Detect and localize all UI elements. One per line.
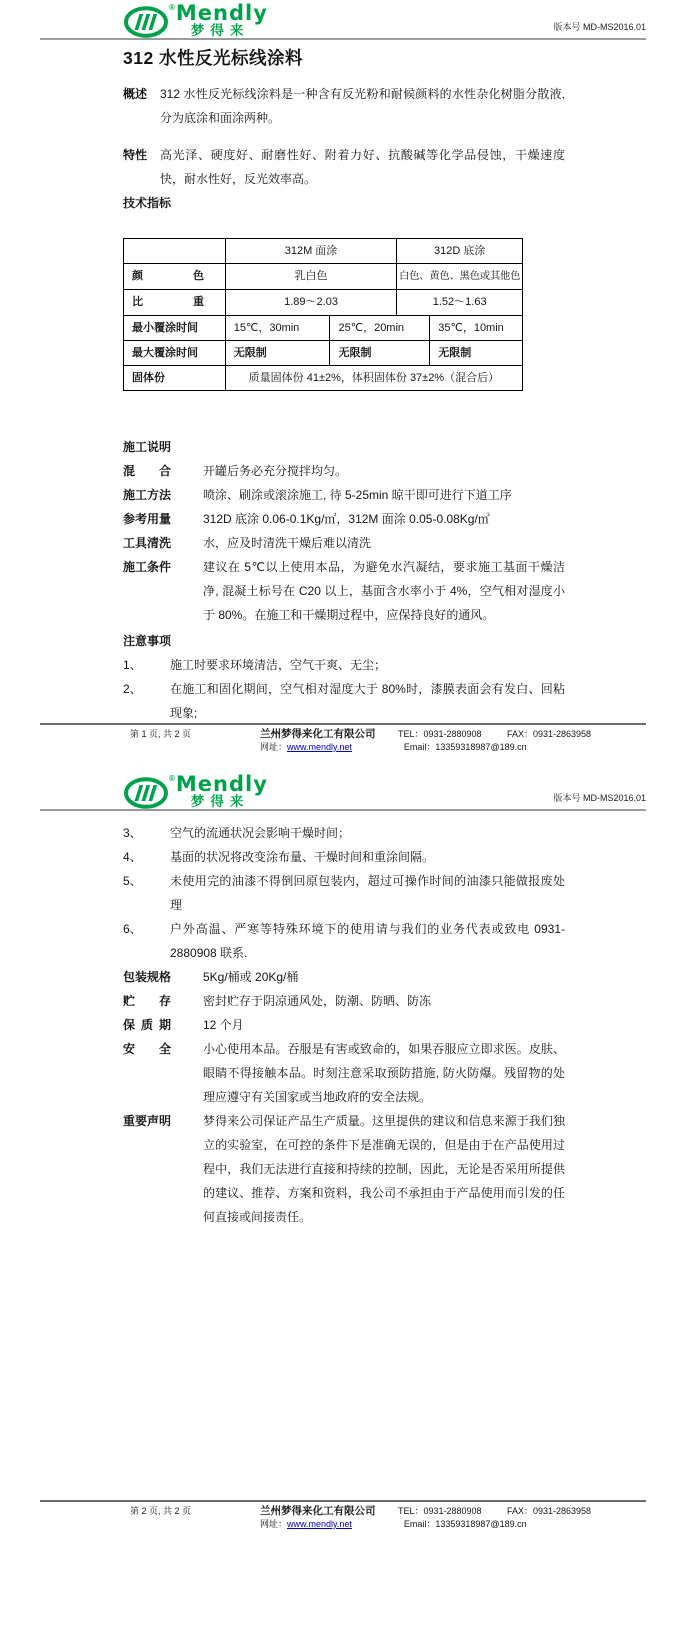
mendly-logo [124, 772, 268, 809]
website-link[interactable]: www.mendly.net [287, 1519, 352, 1529]
row-label-min-recoat: 最小覆涂时间 [124, 316, 226, 341]
page2-footer [40, 1500, 646, 1530]
company-name: 兰州梦得来化工有限公司 [260, 1505, 376, 1517]
brand-wordmark [175, 1, 268, 38]
item-label: 重要声明 [123, 1114, 172, 1128]
features-text: 高光泽、硬度好、耐磨性好、附着力好、抗酸碱等化学品侵蚀，干燥速度快，耐水性好，反光效率高。 [160, 148, 565, 186]
page-number: 第 1 页, 共 2 页 [130, 729, 192, 739]
item-label: 安 全 [123, 1042, 171, 1056]
page1-content [123, 47, 565, 725]
cell-max-recoat-3: 无限制 [430, 341, 523, 366]
brand-name-en: Mendly [175, 1, 268, 25]
note-text: 户外高温、严寒等特殊环境下的使用请与我们的业务代表或致电 0931-2880908 联系. [170, 922, 565, 960]
item-label: 施工方法 [123, 488, 172, 502]
note-number: 2、 [123, 682, 142, 696]
info-item-packaging [123, 965, 565, 989]
row-label-max-recoat: 最大覆涂时间 [124, 341, 226, 366]
item-text: 建议在 5℃以上使用本品，为避免水汽凝结，要求施工基面干燥洁净, 混凝土标号在 C20 以上，基面含水率小于 4%，空气相对湿度小于 80%。在施工和干燥期过程中，应保持良好的通风。 [203, 560, 565, 622]
row-label-gravity: 比 重 [124, 290, 226, 316]
brand-name-en: Mendly [175, 772, 268, 796]
page-title: 312 水性反光标线涂料 [123, 48, 304, 68]
table-cell-empty [124, 239, 226, 264]
table-row-min-recoat [124, 316, 523, 341]
cell-gravity-312d: 1.52～1.63 [397, 290, 523, 316]
mendly-logo-icon [124, 6, 168, 38]
table-col-312m: 312M 面涂 [226, 239, 398, 264]
overview-text: 312 水性反光标线涂料是一种含有反光粉和耐候颜料的水性杂化树脂分散液, 分为底涂和面涂两种。 [160, 87, 565, 125]
page1-footer [40, 723, 646, 753]
item-text: 12 个月 [203, 1018, 244, 1032]
email-address: Email：13359318987@189.cn [403, 1519, 527, 1529]
table-row-color [124, 264, 523, 290]
table-row-max-recoat [124, 341, 523, 366]
item-text: 梦得来公司保证产品生产质量。这里提供的建议和信息来源于我们独立的实验室，在可控的条件下是准确无误的，但是由于在产品使用过程中，我们无法进行直接和持续的控制，因此，无论是否采用所提供的建议、推荐、方案和资料，我公司不承担由于产品使用而引发的任何直接或间接责任。 [203, 1114, 565, 1224]
company-name: 兰州梦得来化工有限公司 [260, 728, 376, 740]
note-item-3 [123, 821, 565, 845]
item-text: 312D 底涂 0.06-0.1Kg/㎡，312M 面涂 0.05-0.08Kg/㎡ [203, 512, 490, 526]
page-number: 第 2 页, 共 2 页 [130, 1506, 192, 1516]
brand-wordmark [175, 772, 268, 809]
item-text: 开罐后务必充分搅拌均匀。 [203, 464, 348, 478]
cell-max-recoat-2: 无限制 [330, 341, 430, 366]
tech-specs-heading: 技术指标 [123, 196, 172, 210]
version-label: 版本号 MD-MS2016.01 [553, 22, 646, 32]
info-item-shelf-life [123, 1013, 565, 1037]
website-link[interactable]: www.mendly.net [287, 742, 352, 752]
cell-solids-value: 质量固体份 41±2%，体积固体份 37±2%（混合后） [226, 366, 523, 391]
datasheet-page-1 [0, 0, 687, 765]
mendly-logo-icon [124, 777, 168, 809]
cell-color-312d: 白色、黄色、黑色或其他色 [397, 264, 523, 290]
note-number: 6、 [123, 922, 142, 936]
construction-item-conditions [123, 555, 565, 627]
registered-trademark-icon: ® [169, 3, 175, 12]
item-text: 水，应及时清洗干燥后难以清洗 [203, 536, 372, 550]
tech-specs-table [123, 238, 523, 391]
item-label: 贮 存 [123, 994, 171, 1008]
table-row-solids [124, 366, 523, 391]
notes-heading: 注意事项 [123, 634, 172, 648]
table-row-header [124, 239, 523, 264]
info-item-disclaimer [123, 1109, 565, 1229]
note-number: 5、 [123, 874, 142, 888]
datasheet-page-2 [0, 768, 687, 1641]
row-label-solids: 固体份 [124, 366, 226, 391]
brand-name-cn: 梦得来 [190, 23, 250, 38]
note-item-6 [123, 917, 565, 965]
note-text: 基面的状况将改变涂布量、干燥时间和重涂间隔。 [170, 850, 435, 864]
note-item-5 [123, 869, 565, 917]
construction-heading: 施工说明 [123, 440, 172, 454]
fax-number: FAX：0931-2863958 [507, 729, 592, 739]
tel-number: TEL：0931-2880908 [398, 1506, 482, 1516]
item-label: 包装规格 [123, 970, 172, 984]
info-item-safety [123, 1037, 565, 1109]
fax-number: FAX：0931-2863958 [507, 1506, 592, 1516]
note-number: 1、 [123, 658, 142, 672]
website-field: 网址：www.mendly.net [260, 742, 352, 752]
tel-number: TEL：0931-2880908 [398, 729, 482, 739]
note-item-1 [123, 653, 565, 677]
note-text: 未使用完的油漆不得倒回原包装内，超过可操作时间的油漆只能做报废处理 [170, 874, 565, 912]
item-text: 5Kg/桶或 20Kg/桶 [203, 970, 299, 984]
cell-gravity-312m: 1.89～2.03 [226, 290, 398, 316]
website-field: 网址：www.mendly.net [260, 1519, 352, 1529]
features-label: 特性 [123, 148, 148, 162]
note-text: 在施工和固化期间，空气相对湿度大于 80%时，漆膜表面会有发白、回粘现象; [170, 682, 565, 720]
email-address: Email：13359318987@189.cn [403, 742, 527, 752]
note-text: 空气的流通状况会影响干燥时间； [170, 826, 351, 840]
construction-item-dosage [123, 507, 565, 531]
item-label: 保 质 期 [123, 1018, 171, 1032]
item-text: 喷涂、刷涂或滚涂施工, 待 5-25min 晾干即可进行下道工序 [203, 488, 512, 502]
cell-min-recoat-15c: 15℃，30min [226, 316, 331, 341]
note-number: 3、 [123, 826, 142, 840]
features-section [123, 143, 565, 191]
item-label: 施工条件 [123, 560, 172, 574]
table-row-gravity [124, 290, 523, 316]
note-item-2 [123, 677, 565, 725]
mendly-logo [124, 1, 268, 38]
page2-header [40, 768, 646, 811]
construction-item-method [123, 483, 565, 507]
brand-name-cn: 梦得来 [190, 794, 250, 809]
info-item-storage [123, 989, 565, 1013]
cell-min-recoat-25c: 25℃，20min [330, 316, 430, 341]
cell-min-recoat-35c: 35℃，10min [430, 316, 523, 341]
overview-label: 概述 [123, 87, 148, 101]
table-col-312d: 312D 底涂 [397, 239, 523, 264]
version-label: 版本号 MD-MS2016.01 [553, 793, 646, 803]
item-label: 参考用量 [123, 512, 172, 526]
cell-max-recoat-1: 无限制 [226, 341, 331, 366]
page2-content [123, 821, 565, 1229]
overview-section [123, 82, 565, 130]
row-label-color: 颜 色 [124, 264, 226, 290]
note-number: 4、 [123, 850, 142, 864]
cell-color-312m: 乳白色 [226, 264, 398, 290]
item-text: 小心使用本品。吞服是有害或致命的，如果吞服应立即求医。皮肤、眼睛不得接触本品。时刻注意采取预防措施, 防火防爆。残留物的处理应遵守有关国家或当地政府的安全法规。 [203, 1042, 565, 1104]
note-item-4 [123, 845, 565, 869]
construction-item-cleaning [123, 531, 565, 555]
item-label: 工具清洗 [123, 536, 172, 550]
registered-trademark-icon: ® [169, 774, 175, 783]
item-text: 密封贮存于阴凉通风处，防潮、防晒、防冻 [203, 994, 432, 1008]
note-text: 施工时要求环境清洁，空气干爽、无尘； [170, 658, 387, 672]
construction-item-mixing [123, 459, 565, 483]
item-label: 混 合 [123, 464, 171, 478]
page1-header [40, 0, 646, 40]
